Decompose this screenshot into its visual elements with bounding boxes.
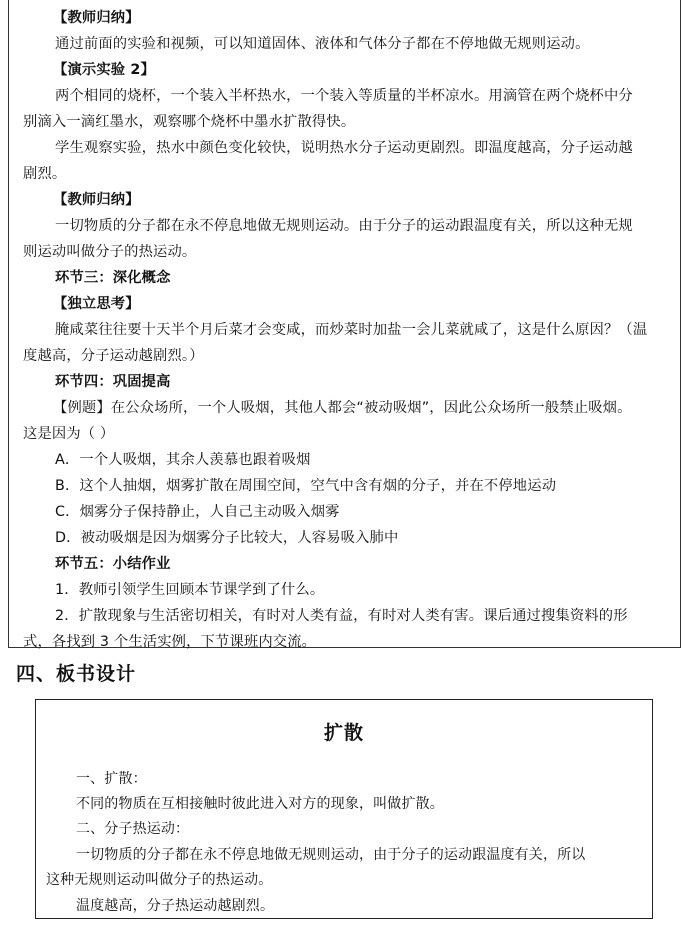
paragraph-line: 式，各找到 3 个生活实例，下节课班内交流。 — [23, 634, 317, 650]
paragraph-line: 学生观察实验，热水中颜色变化较快，说明热水分子运动更剧烈。即温度越高，分子运动越 — [55, 140, 633, 156]
paragraph-line: 剧烈。 — [23, 166, 67, 182]
section-heading: 四、板书设计 — [16, 663, 137, 685]
section-label-5: 环节五：小结作业 — [55, 556, 171, 572]
example-question: 【例题】在公众场所，一个人吸烟，其他人都会“被动吸烟”，因此公众场所一般禁止吸烟。 — [53, 400, 632, 416]
lesson-frame — [8, 0, 681, 648]
paragraph-line: 腌咸菜往往要十天半个月后菜才会变咸，而炒菜时加盐一会儿菜就咸了，这是什么原因？（温 — [55, 322, 648, 338]
board-line: 不同的物质在互相接触时彼此进入对方的现象，叫做扩散。 — [76, 796, 444, 812]
independent-thinking-label: 【独立思考】 — [53, 296, 140, 312]
option-b: B．这个人抽烟，烟雾扩散在周围空间，空气中含有烟的分子，并在不停地运动 — [55, 478, 557, 494]
option-a: A．一个人吸烟，其余人羡慕也跟着吸烟 — [55, 452, 311, 468]
section-label-4: 环节四：巩固提高 — [55, 374, 171, 390]
paragraph-line: 2．扩散现象与生活密切相关，有时对人类有益，有时对人类有害。课后通过搜集资料的形 — [55, 608, 628, 624]
paragraph-line: 度越高，分子运动越剧烈。） — [23, 348, 204, 364]
paragraph-line: 一切物质的分子都在永不停息地做无规则运动。由于分子的运动跟温度有关，所以这种无规 — [55, 218, 633, 234]
option-c: C．烟雾分子保持静止，人自己主动吸入烟雾 — [55, 504, 340, 520]
option-d: D．被动吸烟是因为烟雾分子比较大，人容易吸入肺中 — [55, 530, 399, 546]
demo-experiment-label: 【演示实验 2】 — [53, 62, 155, 78]
board-line: 二、分子热运动： — [76, 821, 190, 837]
paragraph-line: 别滴入一滴红墨水，观察哪个烧杯中墨水扩散得快。 — [23, 114, 356, 130]
board-line: 一切物质的分子都在永不停息地做无规则运动，由于分子的运动跟温度有关，所以 — [76, 847, 586, 863]
section-label-3: 环节三：深化概念 — [55, 270, 171, 286]
board-line: 一、扩散： — [76, 771, 147, 787]
paragraph-line: 两个相同的烧杯，一个装入半杯热水，一个装入等质量的半杯凉水。用滴管在两个烧杯中分 — [55, 88, 633, 104]
teacher-summary-label-2: 【教师归纳】 — [53, 192, 140, 208]
paragraph-line: 通过前面的实验和视频，可以知道固体、液体和气体分子都在不停地做无规则运动。 — [55, 36, 590, 52]
paragraph-line: 则运动叫做分子的热运动。 — [23, 244, 197, 260]
blackboard-design-box — [35, 699, 653, 919]
board-line: 这种无规则运动叫做分子的热运动。 — [46, 872, 273, 888]
board-title: 扩散 — [323, 722, 364, 744]
paragraph-line: 这是因为（ ） — [23, 426, 115, 442]
teacher-summary-label-1: 【教师归纳】 — [53, 10, 140, 26]
board-line: 温度越高，分子热运动越剧烈。 — [76, 898, 275, 914]
paragraph-line: 1．教师引领学生回顾本节课学到了什么。 — [55, 582, 325, 598]
